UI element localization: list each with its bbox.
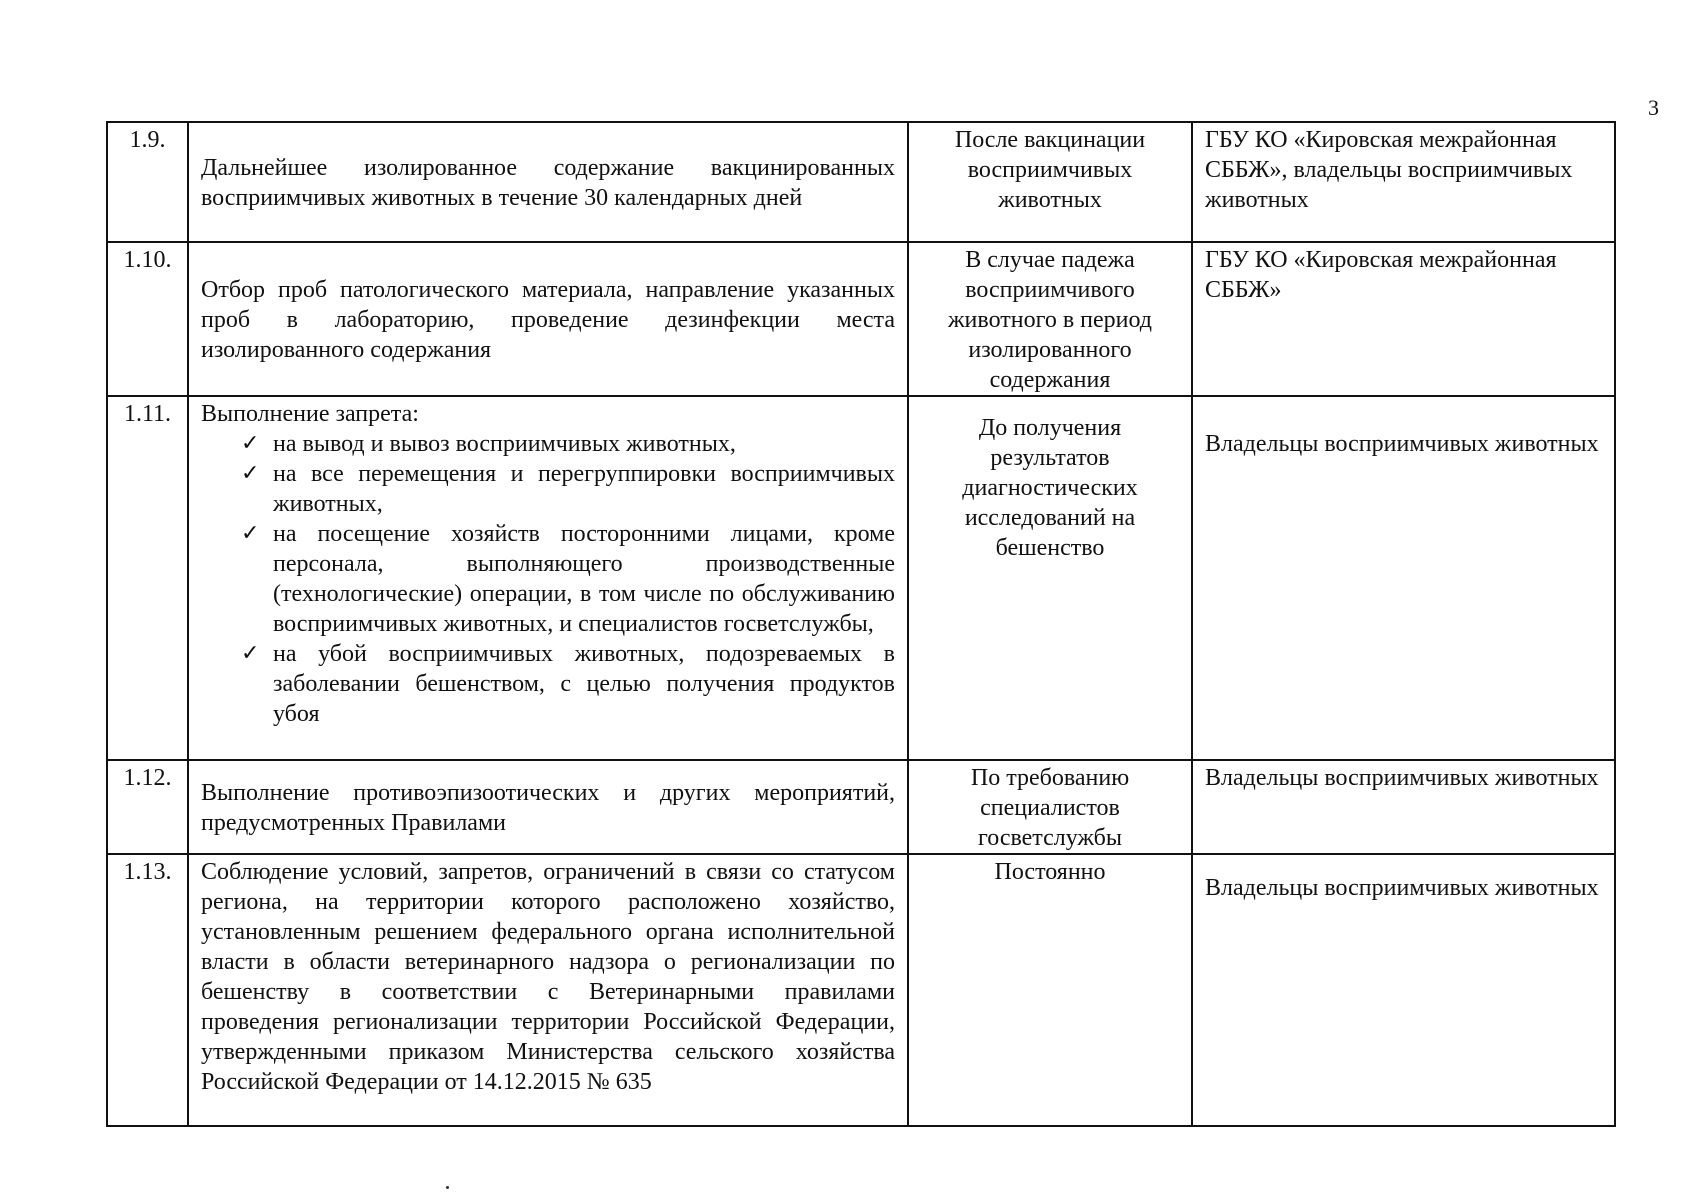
row-responsible: Владельцы восприимчивых животных bbox=[1192, 854, 1615, 1126]
row-term: По требованию специалистов госветслужбы bbox=[908, 760, 1192, 854]
measures-table bbox=[106, 121, 1616, 1127]
checkmark-icon: ✓ bbox=[241, 641, 260, 666]
row-description bbox=[188, 396, 908, 760]
list-item-text: на все перемещения и перегруппировки восприимчивых животных, bbox=[273, 461, 895, 517]
scan-dot bbox=[446, 1186, 449, 1189]
row-responsible: ГБУ КО «Кировская межрайонная СББЖ», владельцы восприимчивых животных bbox=[1192, 122, 1615, 242]
row-responsible: Владельцы восприимчивых животных bbox=[1192, 396, 1615, 760]
checkmark-icon: ✓ bbox=[241, 461, 260, 486]
row-description: Отбор проб патологического материала, направление указанных проб в лабораторию, проведение дезинфекции места изолированного содержания bbox=[188, 242, 908, 396]
row-description: Выполнение противоэпизоотических и других мероприятий, предусмотренных Правилами bbox=[188, 760, 908, 854]
row-description: Соблюдение условий, запретов, ограничений в связи со статусом региона, на территории которого расположено хозяйство, установленным решением федерального органа исполнительной власти в области ветеринарного надзора о регионализации по бешенству в соответствии с Ветеринарными правилами проведения регионализации территории Российской Федерации, утвержденными приказом Министерства сельского хозяйства Российской Федерации от 14.12.2015 № 635 bbox=[188, 854, 908, 1126]
list-item bbox=[241, 639, 895, 729]
row-number: 1.11. bbox=[107, 396, 188, 760]
table-row bbox=[107, 396, 1615, 760]
row-number: 1.9. bbox=[107, 122, 188, 242]
row-number: 1.10. bbox=[107, 242, 188, 396]
list-item-text: на посещение хозяйств посторонними лицами, кроме персонала, выполняющего производственные (технологические) операции, в том числе по обслуживанию восприимчивых животных, и специалистов госветслужбы, bbox=[273, 521, 895, 637]
row-term: После вакцинации восприимчивых животных bbox=[908, 122, 1192, 242]
page-number: 3 bbox=[1648, 95, 1659, 120]
list-item-text: на вывод и вывоз восприимчивых животных, bbox=[273, 431, 736, 457]
prohibition-list bbox=[201, 429, 895, 729]
row-description: Дальнейшее изолированное содержание вакцинированных восприимчивых животных в течение 30 календарных дней bbox=[188, 122, 908, 242]
list-item-text: на убой восприимчивых животных, подозреваемых в заболевании бешенством, с целью получения продуктов убоя bbox=[273, 641, 895, 727]
table-row bbox=[107, 854, 1615, 1126]
row-number: 1.12. bbox=[107, 760, 188, 854]
row-term: До получения результатов диагностических исследований на бешенство bbox=[908, 396, 1192, 760]
checkmark-icon: ✓ bbox=[241, 521, 260, 546]
list-item bbox=[241, 519, 895, 639]
row-number: 1.13. bbox=[107, 854, 188, 1126]
row-term: В случае падежа восприимчивого животного в период изолированного содержания bbox=[908, 242, 1192, 396]
checkmark-icon: ✓ bbox=[241, 431, 260, 456]
row-term: Постоянно bbox=[908, 854, 1192, 1126]
row-responsible: Владельцы восприимчивых животных bbox=[1192, 760, 1615, 854]
list-item bbox=[241, 459, 895, 519]
table-row bbox=[107, 122, 1615, 242]
description-intro: Выполнение запрета: bbox=[201, 401, 419, 427]
list-item bbox=[241, 429, 895, 459]
row-responsible: ГБУ КО «Кировская межрайонная СББЖ» bbox=[1192, 242, 1615, 396]
table-row bbox=[107, 242, 1615, 396]
table-row bbox=[107, 760, 1615, 854]
